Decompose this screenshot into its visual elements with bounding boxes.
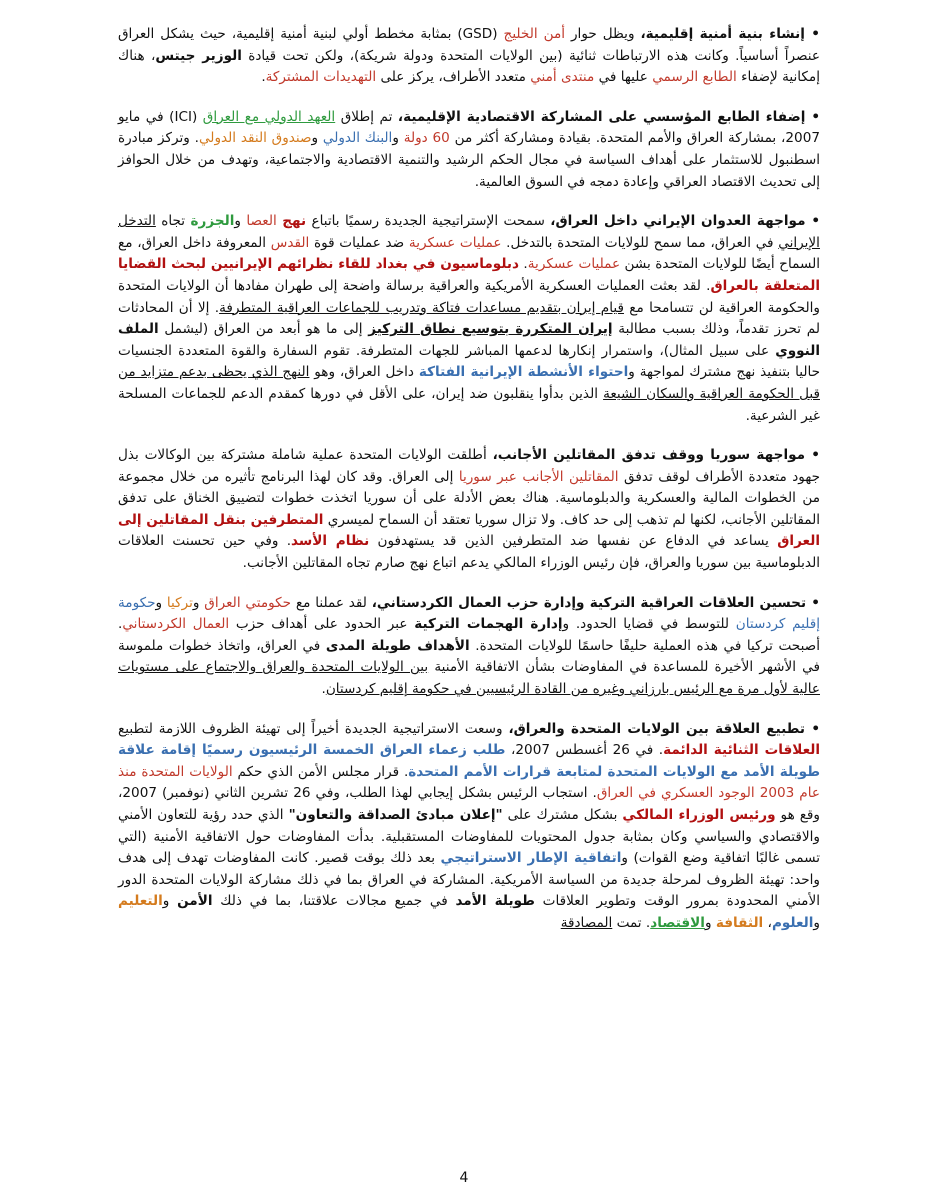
text-run: على سبيل المثال)، واستمرار إنكارها لدعمها المباشر للجهات المتطرفة. تقوم السفارة والقوة المتعددة الجنسيات حاليا بتنفيذ نهج مشترك لمواجهة و [118,342,821,381]
text-run: • [805,447,820,464]
text-run: حكومتي العراق [204,594,292,611]
text-run: العلوم [771,914,814,931]
text-run: العلاقات الثنائية الدائمة [663,742,821,759]
text-run: • [805,213,821,230]
text-run: . وتركز مبادرة اسطنبول للاستثمار على أهداف السياسة في مجال الحكم الرشيد والتنمية الاقتصادية والاجتماعية، وتهدف من خلال الحوافز إلى تحديث الاقتصاد العراقي وإعادة دمجه في السوق العالمية. [118,130,820,190]
text-run: لقد عملنا مع [291,594,372,611]
text-run: إيران المتكررة بتوسيع نطاق التركيز [368,321,613,338]
text-run: • [806,594,820,611]
text-run: . أصبحت تركيا في هذه العملية حليفًا حاسمًا للولايات المتحدة. [118,616,820,654]
text-run: 60 دولة [403,130,450,147]
text-run: حكومة إقليم كردستان [118,594,821,633]
text-run: الطابع الرسمي [652,69,737,86]
text-run: ورئيس الوزراء المالكي [622,807,776,823]
text-run: الاقتصاد [650,914,705,931]
text-run: . استجاب الرئيس بشكل إيجابي لهذا الطلب، وفي 26 تشرين الثاني (نوفمبر) 2007، وقع هو [118,785,820,823]
text-run: المعروفة داخل العراق، مع السماح أيضًا للولايات المتحدة بشن [118,234,820,273]
text-run: الثقافة [715,914,764,931]
paragraph-text [118,24,820,89]
text-run: و [392,130,404,147]
text-run: المقاتلين الأجانب عبر سوريا [458,468,619,485]
text-run: الأمن [177,893,213,910]
text-run: المصادقة [560,914,613,931]
paragraph-economic-engagement [118,107,820,193]
text-run: قيام إيران بتقديم مساعدات فتاكة وتدريب للجماعات العراقية المتطرفة [219,299,624,316]
text-run: مواجهة العدوان الإيراني داخل العراق، [550,213,806,230]
text-run: في العراق، واتخاذ خطوات ملموسة في الأشهر الأخيرة للمساعدة في المفاوضات بشأن الاتفاقية الأمنية [118,637,820,676]
text-run: الأهداف طويلة المدى [325,637,470,654]
text-run: طلب زعماء العراق الخمسة الرئيسيون رسميًا إقامة علاقة طويلة الأمد مع الولايات المتحدة لمتابعة قرارات الأمم المتحدة [118,742,820,780]
text-run: الذي حدد رؤية للتعاون الأمني والاقتصادي والسياسي وكان بمثابة جدول المحتويات للمفاوضات المستقبلية. بدأت المفاوضات حول الاتفاقية الأمنية (التي تسمى غالبًا اتفاقية وضع القوات) و [118,807,820,867]
text-run: التعليم [118,893,163,910]
text-run: المتطرفين بنقل المقاتلين إلى العراق [118,511,820,550]
text-run: إنشاء بنية أمنية إقليمية، [640,26,805,42]
text-run: تطبيع العلاقة بين الولايات المتحدة والعراق، [508,720,806,737]
text-run: طويلة الأمد [455,893,535,910]
text-run: . لقد بعثت العمليات العسكرية الأمريكية والعراقية برسالة واضحة إلى طهران مفادها أن الولايات المتحدة والحكومة العراقية لن تتسامحا مع [118,277,821,316]
text-run: التهديدات المشتركة [265,69,377,86]
text-run: بشكل مشترك على [502,807,623,823]
text-run: سمحت الإستراتيجية الجديدة رسميًا باتباع [306,213,551,230]
text-run: ضد عمليات قوة [309,234,409,251]
text-run: و [704,914,716,931]
text-run: للتوسط في قضايا الحدود. و [562,616,736,633]
paragraph-text [118,593,820,701]
text-run: بين الولايات المتحدة والعراق والاجتماع على مستويات عالية لأول مرة مع الرئيس بارزاني وغيره من القادة الرئيسيين في حكومة إقليم كردستان [118,659,820,698]
text-run: عليها في [594,69,653,86]
text-run: تحسين العلاقات العراقية التركية وإدارة حزب العمال الكردستاني، [371,594,807,611]
paragraph-us-iraq-normalization [118,719,820,935]
text-run: . وفي حين تحسنت العلاقات الدبلوماسية بين سوريا والعراق، فإن رئيس الوزراء المالكي يدعم اتباع نهج صارم تجاه المقاتلين الأجانب. [118,533,820,572]
text-run: إلى ما هو أبعد من العراق (ليشمل [158,321,369,338]
text-run: إدارة الهجمات التركية [414,616,563,633]
paragraph-regional-security [118,24,820,89]
text-run: . إلا أن المحادثات لم تحرز تقدماً، وذلك بسبب مطالبة [118,299,820,338]
text-run: عمليات عسكرية [527,256,621,273]
paragraph-iranian-aggression [118,211,820,427]
document-body [118,24,820,953]
text-run: . في 26 أغسطس 2007، [505,742,664,759]
text-run: الجزرة [190,213,235,230]
text-run: العمال الكردستاني [122,616,230,633]
text-run: احتواء الأنشطة الإيرانية الفتاكة [418,364,629,381]
paragraph-syria-foreign-fighters [118,445,820,575]
text-run: عبر الحدود على أهداف حزب [229,616,415,633]
text-run: . [261,69,266,86]
text-run: الذين بدأوا ينقلبون ضد إيران، على الأقل في دورها كمقدم الدعم للجماعات المسلحة غير الشرعية. [118,385,820,424]
text-run: أمن الخليج [503,26,565,42]
text-run: (GSD) بمثابة مخطط أولي لبنية أمنية إقليمية، حيث يشكل العراق عنصراً أساسياً. وكانت هذه الارتباطات ثنائية (بين الولايات المتحدة ودولة شريكة)، ولكن تحت قيادة [118,26,820,64]
text-run: العصا [246,213,277,230]
text-run: البنك الدولي [322,130,393,147]
text-run: منتدى أمني [530,69,595,86]
page-number: 4 [459,1170,469,1186]
paragraph-turkey-pkk [118,593,820,701]
text-run: وسعت الاستراتيجية الجديدة أخيراً إلى تهيئة الظروف اللازمة لتطبيع [118,720,509,737]
text-run: ، [763,914,772,931]
text-run: . [518,256,528,273]
paragraph-text [118,719,820,935]
text-run: تجاه [155,213,191,230]
text-run: القدس [270,234,310,251]
text-run: . [321,681,326,698]
text-run: و [192,594,205,611]
text-run: • [805,720,821,737]
text-run: دبلوماسيون في بغداد للقاء نظرائهم الإيرانيين لبحث القضايا المتعلقة بالعراق [118,256,821,294]
text-run: إضفاء الطابع المؤسسي على المشاركة الاقتصادية الإقليمية، [397,108,806,125]
text-run: تركيا [166,594,193,611]
text-run: و [155,594,167,611]
text-run: ، هناك إمكانية لإضفاء [118,47,820,86]
text-run: في جميع مجالات علاقتنا، بما في ذلك [212,893,456,910]
text-run: . قرار مجلس الأمن الذي حكم [232,763,409,780]
text-run: • [805,108,821,125]
text-run: إلى العراق. وقد كان لهذا البرنامج تأثيره من خلال مجموعة من الخطوات المالية والعسكرية والدبلوماسية. هناك بعض الأدلة على أن سوريا اتخذت خطوات لتضييق الخناق على تدفق المقاتلين الأجانب، لكنها لم تذهب إلى حد كاف. ولا تزال سوريا تعتقد أن السماح لميسري [118,468,820,528]
text-run: نظام الأسد [291,533,370,550]
text-run: الولايات المتحدة منذ عام 2003 الوجود العسكري في العراق [118,763,820,802]
text-run: صندوق النقد الدولي [198,130,312,147]
text-run: اتفاقية الإطار الاستراتيجي [440,850,622,867]
text-run: • [804,26,820,42]
text-run: نهج [282,213,307,230]
text-run: و [311,130,323,147]
text-run: يساعد في الدفاع عن نفسها ضد المتطرفين الذين قد يستهدفون [369,533,778,550]
text-run: في العراق، مما سمح للولايات المتحدة بالتدخل. [501,234,779,251]
text-run: متعدد الأطراف، يركز على [376,69,531,86]
text-run: العهد الدولي مع العراق [202,108,336,125]
paragraph-text [118,211,820,427]
text-run: الملف النووي [118,321,820,359]
text-run: التدخل الإيراني [118,213,820,251]
text-run: الوزير جيتس [155,47,242,64]
paragraph-text [118,107,820,193]
paragraph-text [118,445,820,575]
text-run: ويظل حوار [565,26,641,42]
text-run: و [813,914,820,931]
text-run: داخل العراق، وهو [309,364,419,381]
text-run: مواجهة سوريا ووقف تدفق المقاتلين الأجانب، [492,447,806,464]
text-run: (ICI) في مايو 2007، بمشاركة العراق والأمم المتحدة. بقيادة ومشاركة أكثر من [118,108,820,147]
text-run: و [234,213,247,230]
text-run: و [162,893,178,910]
text-run: تم إطلاق [335,108,398,125]
text-run: عمليات عسكرية [408,234,502,251]
text-run: "إعلان مبادئ الصداقة والتعاون" [288,807,503,823]
text-run: أطلقت الولايات المتحدة عملية شاملة مشتركة بين الوكالات بذل جهود متعددة الأطراف لوقف تدفق [118,447,820,485]
text-run: النهج الذي يحظى بدعم متزايد من قبل الحكومة العراقية والسكان الشيعة [118,364,820,402]
text-run: بعد ذلك بوقت قصير. كانت المفاوضات تهدف إلى هدف واحد: تهيئة الظروف لمرحلة جديدة من السياسة الأمريكية. المشاركة في العراق بما في ذلك مشاركة الولايات المتحدة الدور الأمني المحدودة بمرور الوقت وتطوير العلاقات [118,850,820,910]
text-run: . تمت [612,914,651,931]
